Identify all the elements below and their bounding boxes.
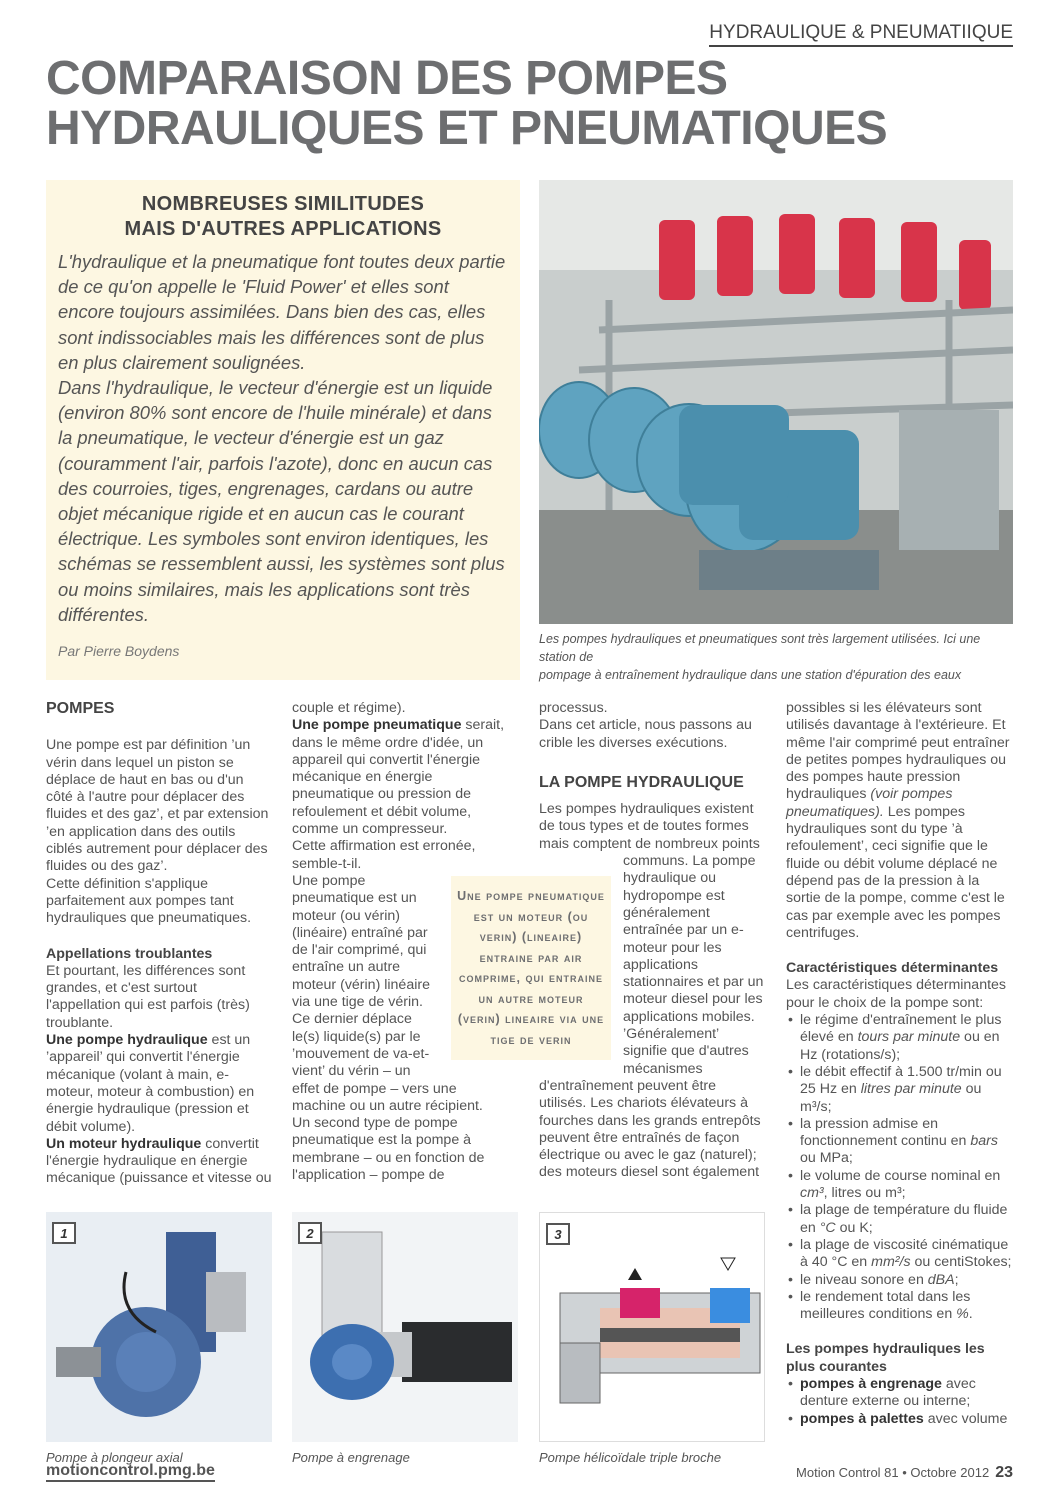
pump-type: pompes à palettes: [800, 1410, 924, 1427]
term: Une pompe hydraulique: [46, 1032, 208, 1049]
figure-caption: Pompe à engrenage: [292, 1450, 410, 1465]
heading-pompes: POMPES: [46, 700, 115, 717]
item-unit: °C: [819, 1219, 836, 1236]
pull-quote: Une pompe pneumatique est un moteur (ou verin) (lineaire) entraine par air comprime, qui entraine un autre moteur (verin) lineaire via une tige de verin: [451, 876, 611, 1060]
heading-pompe-hydraulique: LA POMPE HYDRAULIQUE: [539, 773, 744, 791]
intro-paragraph-1: L'hydraulique et la pneumatique font toutes deux partie de ce qu'on appelle le 'Fluid Power' et elles sont encore toujours assimilées. Dans bien des cas, elles sont indissociables mais les différences sont de plus en plus clairement soulignées.: [58, 251, 506, 373]
col1-paragraph: [46, 1032, 274, 1136]
item-text: ou MPa;: [800, 1150, 853, 1167]
list-item: [786, 1237, 1012, 1272]
item-text: ou m³/s;: [800, 1081, 982, 1115]
list-item: [786, 1012, 1012, 1064]
pump-type: pompes à engrenage: [800, 1375, 942, 1392]
col2-paragraph: effet de pompe – vers une machine ou un autre récipient.: [292, 1080, 483, 1114]
intro-subtitle-line-2: MAIS D'AUTRES APPLICATIONS: [124, 218, 442, 240]
list-item: [786, 1116, 1012, 1168]
figure-number: 3: [546, 1223, 570, 1245]
item-unit: mm²/s: [871, 1254, 911, 1271]
item-text: ou en Hz (rotations/s);: [800, 1029, 1000, 1063]
subheading-appellations: Appellations troublantes: [46, 945, 213, 962]
list-item: [786, 1411, 1012, 1428]
item-text: avec volume: [923, 1410, 1008, 1427]
intro-text: [58, 249, 508, 627]
col2-paragraph: Un second type de pompe pneumatique est la pompe à membrane – ou en fonction de l'application – pompe de: [292, 1115, 485, 1184]
footer-issue: [796, 1464, 1013, 1482]
item-unit: dBA: [927, 1271, 955, 1288]
column-1: [46, 700, 274, 1188]
item-text: ou centiStokes;: [910, 1254, 1012, 1271]
screw-pump-diagram: [540, 1213, 765, 1442]
col2-paragraph: [292, 717, 514, 838]
col4-paragraph: Les caractéristiques déterminantes pour le choix de la pompe sont:: [786, 977, 1007, 1011]
definition: convertit l'énergie hydraulique en énergie mécanique (puissance et vitesse ou: [46, 1135, 272, 1187]
axial-piston-pump-illustration: [46, 1212, 272, 1442]
col2-paragraph: Une pompe pneumatique est un moteur (ou vérin) (linéaire) entraîné par de l'air comprimé, qui entraîne un autre moteur (vérin) linéaire via une tige de vérin. Ce dernier déplace le(s) liquide(s) par le ’mouvement de va-et-vient’ du vérin – un: [292, 872, 430, 1080]
item-text: .: [968, 1306, 973, 1323]
photo-caption-line-2: pompage à entraînement hydraulique dans une station d'épuration des eaux: [539, 668, 962, 682]
list-item: [786, 1376, 1012, 1411]
col3-paragraph: processus.: [539, 700, 608, 716]
item-text: la plage de température du fluide en: [800, 1202, 1008, 1236]
col1-paragraph: Et pourtant, les différences sont grandes, et c'est surtout l'appellation qui est parfois (très) troublante.: [46, 962, 250, 1031]
list-item: [786, 1272, 1012, 1289]
figure-number: 2: [298, 1222, 322, 1244]
col1-paragraph: Une pompe est par définition ’un vérin dans lequel un piston se déplace de haut en bas ou d'un côté à l'autre pour déplacer des fluides et des gaz’, et par extension ’en application dans des outils ciblés autrement pour déplacer des fluides ou des gaz’.: [46, 737, 269, 875]
item-unit: tours par minute: [857, 1029, 961, 1046]
item-unit: %: [956, 1306, 969, 1323]
section-tag: HYDRAULIQUE & PNEUMATIIQUE: [709, 22, 1013, 47]
figure-2: [292, 1212, 518, 1442]
item-text: le rendement total dans les meilleures conditions en: [800, 1288, 971, 1323]
pump-station-illustration: [539, 180, 1013, 624]
list-item: [786, 1202, 1012, 1237]
subheading-caracteristiques: Caractéristiques déterminantes: [786, 960, 999, 977]
col2-paragraph: Cette affirmation est erronée, semble-t-il.: [292, 838, 476, 872]
definition: serait, dans le même ordre d'idée, un appareil qui convertit l'énergie mécanique en énergie pneumatique ou pression de refoulement et débit volume, comme un compresseur.: [292, 717, 505, 838]
item-text: la plage de viscosité cinématique à 40 °C en: [800, 1236, 1009, 1271]
item-text: la pression admise en fonctionnement continu en: [800, 1115, 971, 1150]
item-text: ou K;: [835, 1219, 873, 1236]
figure-caption: Pompe à plongeur axial: [46, 1450, 183, 1465]
photo-caption: [539, 630, 1019, 684]
list-item: [786, 1168, 1012, 1203]
intro-subtitle-line-1: NOMBREUSES SIMILITUDES: [141, 193, 425, 215]
figure-1: [46, 1212, 272, 1442]
intro-paragraph-2: Dans l'hydraulique, le vecteur d'énergie est un liquide (environ 80% sont encore de l'huile minérale) et dans la pneumatique, le vecteur d'énergie est un gaz (couramment l'air, parfois l'azote), donc en aucun cas des courroies, tiges, engrenages, cardans ou autre objet mécanique rigide et en aucun cas le courant électrique. Les symboles sont environ identiques, les schémas se ressemblent aussi, les systèmes sont plus ou moins similaires, mais les applications sont très différentes.: [58, 377, 505, 625]
subheading-pompes-courantes: Les pompes hydrauliques les plus courantes: [786, 1341, 985, 1375]
col1-paragraph: [46, 1136, 274, 1188]
col2-paragraph: couple et régime).: [292, 700, 406, 716]
pump-station-photo: [539, 180, 1013, 624]
definition: est un ’appareil’ qui convertit l'énergie mécanique (volant à main, e-moteur, moteur à combustion) en énergie hydraulique (pression et débit volume).: [46, 1032, 255, 1135]
figure-caption: Pompe hélicoïdale triple broche: [539, 1450, 722, 1465]
col3-paragraph: Les pompes hydrauliques existent de tous types et de toutes formes mais comptent de nombreux points: [539, 801, 760, 852]
col1-paragraph: Cette définition s'applique parfaitement aux pompes tant hydrauliques que pneumatiques.: [46, 875, 252, 927]
emphasis: (voir pompes pneumatiques).: [786, 786, 953, 820]
page-number: 23: [995, 1464, 1013, 1481]
title-line-2: HYDRAULIQUES ET PNEUMATIQUES: [46, 102, 888, 155]
item-text: , litres ou m³;: [823, 1185, 906, 1202]
issue-info: Motion Control 81 • Octobre 2012: [796, 1465, 990, 1480]
col4-paragraph: [786, 700, 1012, 942]
term: Un moteur hydraulique: [46, 1135, 202, 1152]
list-item: [786, 1064, 1012, 1116]
byline: Par Pierre Boydens: [58, 643, 180, 660]
article-title: [46, 54, 1026, 154]
title-line-1: COMPARAISON DES POMPES: [46, 52, 728, 105]
pump-types-list: [786, 1376, 1012, 1428]
col3-paragraph: d'entraînement peuvent être utilisés. Les chariots élévateurs à fourches dans les grands entrepôts peuvent être entraînés de façon électrique ou avec le gaz (naturel); des moteurs diesel sont également: [539, 1077, 761, 1181]
text: possibles si les élévateurs sont utilisés davantage à l'extérieure. Et même l'air comprimé peut entraîner de petites pompes hydrauliques ou des pompes haute pression hydrauliques: [786, 700, 1010, 803]
item-text: avec denture externe ou interne;: [800, 1375, 976, 1410]
footer-website-link[interactable]: motioncontrol.pmg.be: [46, 1462, 215, 1482]
col3-paragraph: communs. La pompe hydraulique ou hydropompe est généralement entraînée par un e-moteur pour les applications stationnaires et par un moteur diesel pour les applications mobiles. ’Généralement’ signifie que d'autres mécanismes: [623, 853, 764, 1077]
photo-caption-line-1: Les pompes hydrauliques et pneumatiques sont très largement utilisées. Ici une station de: [539, 632, 981, 664]
intro-subtitle: [58, 192, 508, 242]
item-text: le débit effectif à 1.500 tr/min ou 25 Hz en: [800, 1063, 1002, 1098]
intro-box: [46, 180, 520, 680]
term: Une pompe pneumatique: [292, 717, 462, 734]
col3-paragraph: Dans cet article, nous passons au crible les diverses exécutions.: [539, 717, 752, 751]
column-4: [786, 700, 1012, 1428]
item-text: le régime d'entraînement le plus élevé en: [800, 1012, 1002, 1046]
item-unit: litres par minute: [860, 1081, 962, 1098]
item-unit: bars: [970, 1133, 998, 1150]
list-item: [786, 1289, 1012, 1324]
column-3: [539, 700, 765, 1182]
item-unit: cm³: [800, 1185, 824, 1202]
item-text: ;: [954, 1271, 959, 1288]
figure-number: 1: [52, 1222, 76, 1244]
figure-3: [539, 1212, 765, 1442]
item-text: le niveau sonore en: [800, 1271, 928, 1288]
criteria-list: [786, 1012, 1012, 1323]
gear-pump-illustration: [292, 1212, 518, 1442]
text: Les pompes hydrauliques sont du type ’à refoulement’, ceci signifie que le fluide ou débit volume déplacé ne dépend pas de la pression à la sortie de la pompe, comme c'est le cas par exemple avec les pompes centrifuges.: [786, 803, 1005, 941]
item-text: le volume de course nominal en: [800, 1167, 1001, 1184]
